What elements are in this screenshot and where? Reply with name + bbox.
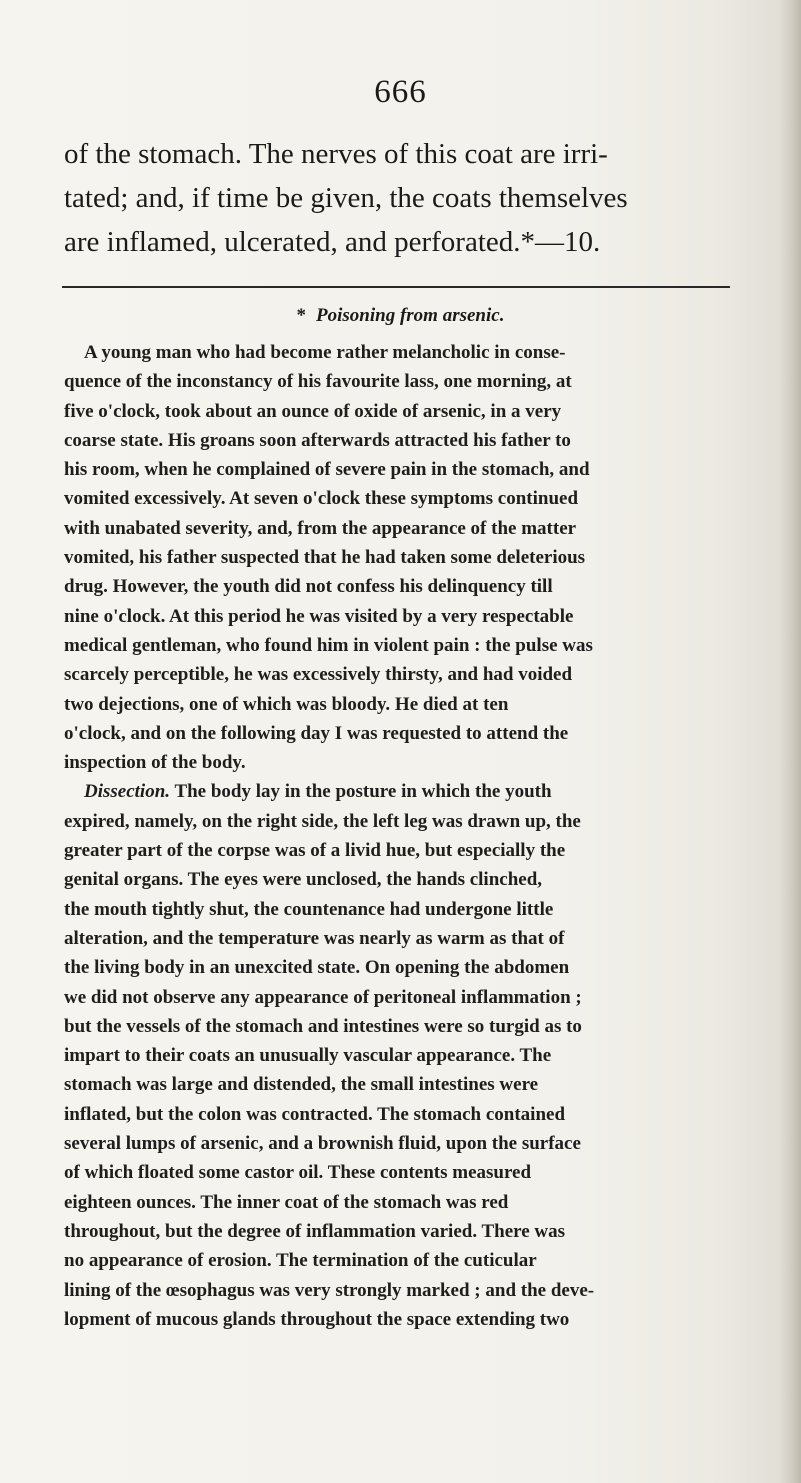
- footnote-title: Poisoning from arsenic.: [316, 305, 505, 326]
- footnote-line: scarcely perceptible, he was excessively thirsty, and had voided: [64, 664, 573, 686]
- footnote-line: his room, when he complained of severe pain in the stomach, and: [64, 459, 590, 481]
- footnote-body: [64, 338, 744, 1334]
- footnote-line: coarse state. His groans soon afterwards attracted his father to: [64, 429, 571, 451]
- dissection-first-line: [64, 777, 744, 806]
- main-line: are inflamed, ulcerated, and perforated.*—10.: [64, 226, 601, 258]
- footnote-line: drug. However, the youth did not confess his delinquency till: [64, 576, 553, 598]
- footnote-line: inflated, but the colon was contracted. The stomach contained: [64, 1103, 566, 1125]
- footnote-heading: [0, 305, 801, 327]
- footnote-line: o'clock, and on the following day I was requested to attend the: [64, 722, 569, 744]
- footnote-line: the mouth tightly shut, the countenance had undergone little: [64, 898, 554, 920]
- page-edge-shadow: [779, 0, 801, 1483]
- footnote-line: we did not observe any appearance of peritoneal inflammation ;: [64, 986, 582, 1008]
- footnote-line: with unabated severity, and, from the appearance of the matter: [64, 517, 577, 539]
- footnote-line: eighteen ounces. The inner coat of the stomach was red: [64, 1191, 509, 1213]
- footnote-marker: *: [296, 305, 307, 326]
- footnote-line: lopment of mucous glands throughout the space extending two: [64, 1308, 570, 1330]
- footnote-line: alteration, and the temperature was nearly as warm as that of: [64, 927, 565, 949]
- footnote-line: five o'clock, took about an ounce of oxide of arsenic, in a very: [64, 400, 562, 422]
- dissection-label: Dissection.: [84, 781, 171, 803]
- footnote-line: impart to their coats an unusually vascular appearance. The: [64, 1045, 552, 1067]
- footnote-line: no appearance of erosion. The termination of the cuticular: [64, 1250, 537, 1272]
- footnote-line: the living body in an unexcited state. On opening the abdomen: [64, 957, 570, 979]
- footnote-line: nine o'clock. At this period he was visited by a very respectable: [64, 605, 574, 627]
- footnote-line: genital organs. The eyes were unclosed, the hands clinched,: [64, 869, 543, 891]
- footnote-line: of which floated some castor oil. These contents measured: [64, 1162, 532, 1184]
- footnote-line: but the vessels of the stomach and intestines were so turgid as to: [64, 1015, 582, 1037]
- footnote-line: stomach was large and distended, the small intestines were: [64, 1074, 539, 1096]
- main-paragraph: [64, 132, 744, 264]
- footnote-line: greater part of the corpse was of a livid hue, but especially the: [64, 840, 566, 862]
- dissection-first-text: The body lay in the posture in which the youth: [170, 781, 552, 803]
- footnote-line: vomited excessively. At seven o'clock these symptoms continued: [64, 488, 579, 510]
- footnote-line: several lumps of arsenic, and a brownish fluid, upon the surface: [64, 1133, 581, 1155]
- footnote-line: A young man who had become rather melancholic in conse-: [84, 342, 566, 363]
- footnote-line: vomited, his father suspected that he had taken some deleterious: [64, 547, 586, 569]
- footnote-divider: [62, 286, 730, 288]
- footnote-line: inspection of the body.: [64, 752, 246, 774]
- footnote-line: medical gentleman, who found him in violent pain : the pulse was: [64, 634, 593, 656]
- footnote-line: two dejections, one of which was bloody. He died at ten: [64, 693, 509, 715]
- footnote-line: throughout, but the degree of inflammation varied. There was: [64, 1220, 566, 1242]
- main-line: tated; and, if time be given, the coats themselves: [64, 182, 628, 214]
- footnote-line: expired, namely, on the right side, the left leg was drawn up, the: [64, 810, 581, 832]
- main-line: of the stomach. The nerves of this coat are irri-: [64, 138, 608, 170]
- footnote-line: lining of the œsophagus was very strongly marked ; and the deve-: [64, 1279, 595, 1301]
- page-number: 666: [374, 74, 427, 110]
- footnote-line: quence of the inconstancy of his favourite lass, one morning, at: [64, 371, 572, 393]
